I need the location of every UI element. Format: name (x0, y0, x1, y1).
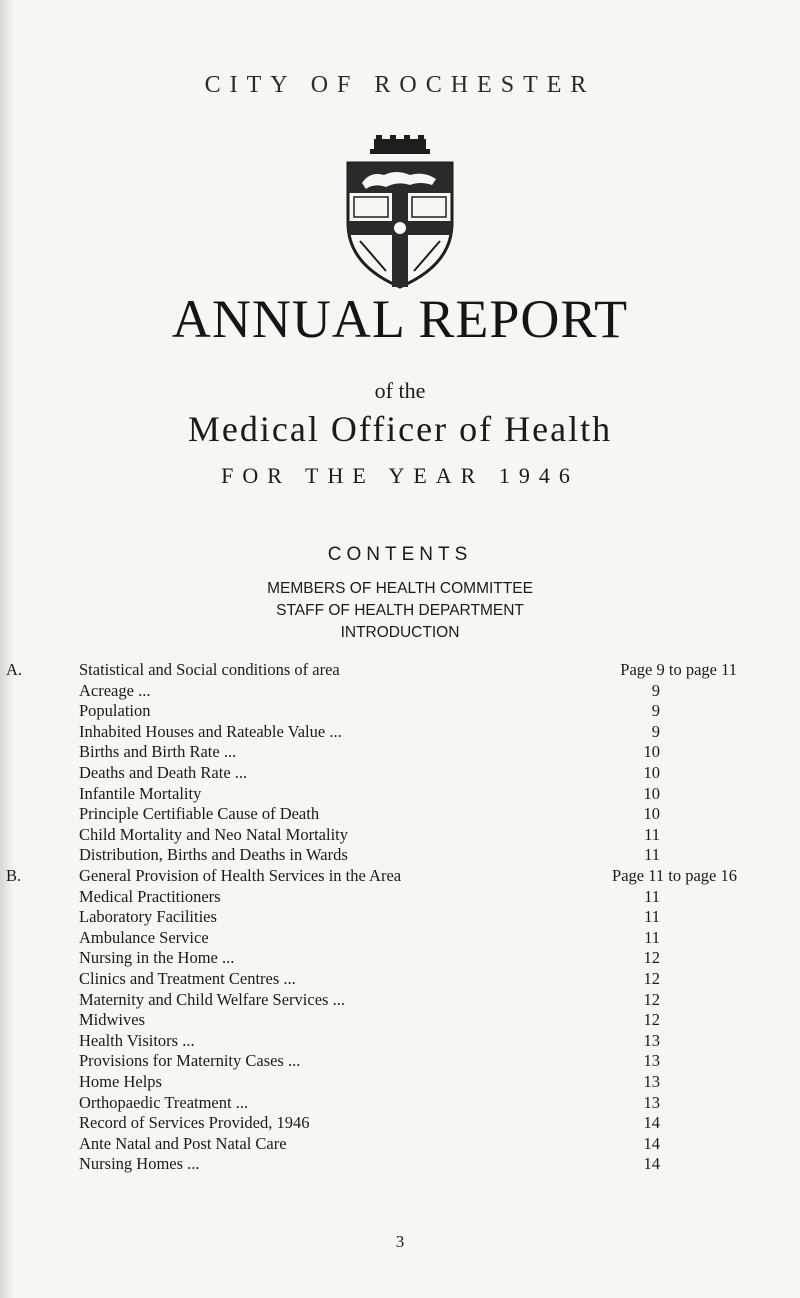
toc-entry-page: 10 (643, 783, 660, 803)
preliminary-item: INTRODUCTION (340, 624, 460, 641)
toc-entry-label: Inhabited Houses and Rateable Value ... (79, 721, 342, 741)
toc-entry-label: Record of Services Provided, 1946 (79, 1113, 310, 1133)
toc-entry (0, 784, 800, 804)
of-the-text: of the (374, 378, 426, 403)
toc-entry (0, 887, 800, 907)
toc-entry-page: 13 (643, 1051, 660, 1071)
toc-entry (0, 660, 800, 680)
toc-entry-page: 11 (644, 845, 660, 865)
toc-entry-page: 11 (644, 927, 660, 947)
toc-entry (0, 845, 800, 865)
toc-entry-label: Acreage ... (79, 680, 151, 700)
toc-entry-label: Child Mortality and Neo Natal Mortality (79, 824, 348, 844)
toc-entry-label: Medical Practitioners (79, 886, 221, 906)
toc-entry-page: 13 (643, 1072, 660, 1091)
toc-entry (0, 722, 800, 742)
toc-entry-page: 14 (643, 1154, 660, 1174)
toc-entry-label: Statistical and Social conditions of area (79, 660, 340, 679)
toc-entry (0, 948, 800, 968)
toc-entry (0, 742, 800, 762)
toc-entry-label: Ante Natal and Post Natal Care (79, 1133, 287, 1153)
toc-entry (0, 990, 800, 1010)
toc-entry (0, 969, 800, 989)
toc-entry-page: 12 (643, 969, 660, 988)
toc-entry-page: Page 9 to page 11 (620, 660, 737, 679)
report-year: FOR THE YEAR 1946 (221, 463, 579, 488)
toc-entry-page: 11 (644, 907, 660, 927)
toc-entry (0, 701, 800, 721)
toc-entry-label: Principle Certifiable Cause of Death (79, 804, 320, 824)
toc-entry-label: Nursing in the Home ... (79, 948, 235, 968)
toc-entry-label: Ambulance Service (79, 927, 209, 947)
toc-entry-page: 12 (643, 989, 660, 1009)
toc-entry (0, 763, 800, 783)
toc-entry (0, 866, 800, 886)
toc-entry-page: 9 (651, 680, 660, 700)
toc-entry-page: Page 11 to page 16 (612, 866, 737, 885)
toc-entry-label: Health Visitors ... (79, 1030, 195, 1050)
toc-entry-page: 10 (643, 804, 660, 824)
toc-entry (0, 1134, 800, 1154)
report-subtitle: Medical Officer of Health (187, 409, 613, 449)
toc-entry-page: 12 (643, 948, 660, 968)
toc-entry-page: 13 (643, 1092, 660, 1112)
toc-section-letter: A. (6, 660, 23, 679)
toc-entry-label: Home Helps (79, 1072, 162, 1091)
toc-entry-page: 11 (644, 824, 660, 844)
toc-entry-page: 10 (643, 763, 660, 782)
toc-entry (0, 1072, 800, 1092)
toc-entry-page: 13 (643, 1030, 660, 1050)
toc-entry-page: 14 (643, 1113, 660, 1133)
toc-entry-label: Provisions for Maternity Cases ... (79, 1051, 301, 1071)
toc-entry (0, 804, 800, 824)
preliminary-item: STAFF OF HEALTH DEPARTMENT (276, 602, 524, 619)
report-title: ANNUAL REPORT (171, 289, 629, 349)
contents-heading: CONTENTS (327, 544, 473, 565)
toc-entry-page: 11 (644, 886, 660, 906)
toc-entry (0, 928, 800, 948)
preliminary-list (0, 578, 800, 644)
toc-entry (0, 1010, 800, 1030)
toc-entry-label: Deaths and Death Rate ... (79, 763, 248, 782)
coat-of-arms-icon (340, 135, 460, 290)
toc-entry-label: General Provision of Health Services in the Area (79, 866, 402, 885)
page-number: 3 (395, 1232, 405, 1251)
toc-entry-label: Maternity and Child Welfare Services ... (79, 989, 345, 1009)
toc-entry-label: Distribution, Births and Deaths in Wards (79, 845, 348, 865)
toc-entry (0, 1154, 800, 1174)
toc-entry-label: Infantile Mortality (79, 783, 202, 803)
toc-entry-page: 10 (643, 742, 660, 762)
toc-entry (0, 1051, 800, 1071)
toc-entry (0, 907, 800, 927)
toc-entry-label: Laboratory Facilities (79, 907, 217, 927)
preliminary-item: MEMBERS OF HEALTH COMMITTEE (267, 580, 533, 597)
toc-entry-label: Nursing Homes ... (79, 1154, 200, 1174)
toc-section-letter: B. (6, 866, 22, 885)
toc-entry-page: 12 (643, 1010, 660, 1030)
toc-entry (0, 1031, 800, 1051)
toc-entry-label: Population (79, 701, 151, 721)
toc-entry-page: 9 (651, 721, 660, 741)
toc-entry-label: Clinics and Treatment Centres ... (79, 969, 296, 988)
toc-entry (0, 681, 800, 701)
toc-entry (0, 825, 800, 845)
toc-entry-label: Orthopaedic Treatment ... (79, 1092, 249, 1112)
toc-entry-page: 9 (651, 701, 660, 721)
toc-entry-page: 14 (643, 1133, 660, 1153)
toc-entry-label: Midwives (79, 1010, 145, 1030)
toc-entry (0, 1113, 800, 1133)
toc-entry (0, 1093, 800, 1113)
city-heading: CITY OF ROCHESTER (204, 72, 596, 98)
toc-entry-label: Births and Birth Rate ... (79, 742, 237, 762)
